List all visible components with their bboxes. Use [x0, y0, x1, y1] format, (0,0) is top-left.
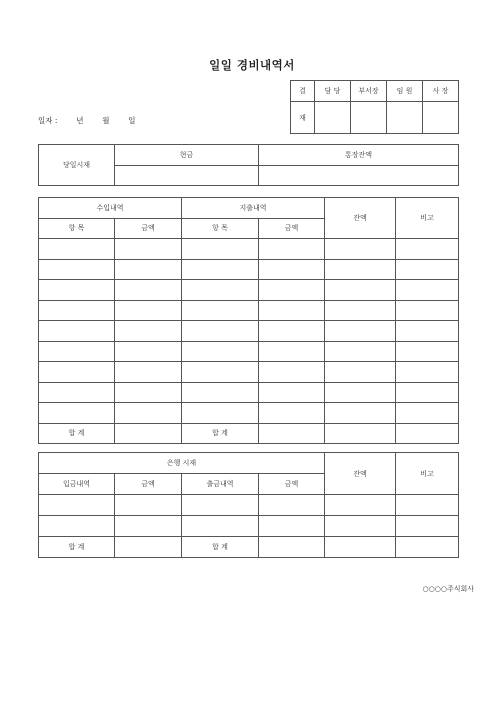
expense-total-value[interactable] [259, 423, 325, 444]
deposit-total-value[interactable] [115, 537, 182, 558]
table-cell[interactable] [115, 239, 182, 260]
table-cell[interactable] [325, 495, 396, 516]
table-cell[interactable] [115, 495, 182, 516]
table-cell[interactable] [325, 300, 396, 321]
note-header: 비고 [396, 198, 459, 239]
table-cell[interactable] [182, 321, 259, 342]
withdraw-total-label: 합 계 [182, 537, 259, 558]
table-cell[interactable] [115, 259, 182, 280]
date-day-label: 일 [128, 116, 136, 125]
bank-balance-value-cell[interactable] [259, 165, 459, 186]
table-cell[interactable] [182, 239, 259, 260]
date-year-label: 년 [76, 116, 84, 125]
table-cell[interactable] [325, 362, 396, 383]
table-cell[interactable] [396, 341, 459, 362]
table-row [39, 516, 459, 537]
table-cell[interactable] [115, 362, 182, 383]
table-row [39, 259, 459, 280]
table-cell[interactable] [396, 495, 459, 516]
table-cell[interactable] [396, 382, 459, 403]
expense-total-label: 합 계 [182, 423, 259, 444]
table-cell[interactable] [39, 259, 115, 280]
table-row [39, 382, 459, 403]
table-row [39, 362, 459, 383]
table-row [39, 300, 459, 321]
table-cell[interactable] [396, 239, 459, 260]
income-total-label: 합 계 [39, 423, 115, 444]
approval-col-manager: 담 당 [315, 81, 351, 102]
expense-header: 지출내역 [182, 198, 325, 219]
bank-balance-header: 잔액 [325, 453, 396, 495]
approval-sign-cell[interactable] [315, 102, 351, 134]
table-cell[interactable] [396, 362, 459, 383]
table-cell[interactable] [259, 259, 325, 280]
income-expense-table [38, 197, 459, 444]
bank-note-total-value[interactable] [396, 537, 459, 558]
table-cell[interactable] [115, 300, 182, 321]
approval-sign-cell[interactable] [423, 102, 459, 134]
deposit-amount-header: 금액 [115, 474, 182, 495]
table-cell[interactable] [259, 239, 325, 260]
table-cell[interactable] [182, 341, 259, 362]
bank-note-header: 비고 [396, 453, 459, 495]
table-cell[interactable] [259, 495, 325, 516]
table-cell[interactable] [396, 403, 459, 424]
table-cell[interactable] [259, 403, 325, 424]
cash-row-label: 당일시재 [39, 145, 115, 186]
income-item-header: 항 목 [39, 218, 115, 239]
deposit-total-label: 합 계 [39, 537, 115, 558]
expense-item-header: 항 목 [182, 218, 259, 239]
table-cell[interactable] [39, 362, 115, 383]
table-cell[interactable] [39, 516, 115, 537]
table-cell[interactable] [182, 259, 259, 280]
table-row [39, 495, 459, 516]
cash-col-header: 현금 [115, 145, 259, 166]
table-cell[interactable] [39, 321, 115, 342]
table-cell[interactable] [396, 300, 459, 321]
table-cell[interactable] [325, 382, 396, 403]
table-cell[interactable] [39, 382, 115, 403]
income-amount-header: 금액 [115, 218, 182, 239]
table-cell[interactable] [39, 300, 115, 321]
deposit-header: 입금내역 [39, 474, 115, 495]
date-month-label: 월 [102, 116, 110, 125]
table-row [39, 321, 459, 342]
table-row [39, 239, 459, 260]
table-cell[interactable] [39, 403, 115, 424]
table-cell[interactable] [259, 362, 325, 383]
table-cell[interactable] [325, 321, 396, 342]
approval-col-executive: 임 원 [387, 81, 423, 102]
table-cell[interactable] [39, 280, 115, 301]
table-cell[interactable] [182, 300, 259, 321]
table-cell[interactable] [115, 382, 182, 403]
table-cell[interactable] [115, 280, 182, 301]
bank-balance-total-value[interactable] [325, 537, 396, 558]
table-cell[interactable] [39, 239, 115, 260]
bank-table [38, 452, 459, 558]
table-row [39, 403, 459, 424]
table-cell[interactable] [115, 403, 182, 424]
bank-header: 은행 시재 [39, 453, 325, 474]
table-cell[interactable] [259, 516, 325, 537]
table-cell[interactable] [396, 516, 459, 537]
income-header: 수입내역 [39, 198, 182, 219]
table-row [39, 280, 459, 301]
withdraw-amount-header: 금액 [259, 474, 325, 495]
income-total-value[interactable] [115, 423, 182, 444]
date-label: 일자 : [38, 116, 58, 125]
table-cell[interactable] [182, 362, 259, 383]
table-cell[interactable] [182, 403, 259, 424]
withdraw-total-value[interactable] [259, 537, 325, 558]
balance-header: 잔액 [325, 198, 396, 239]
approval-side-label: 결 [291, 81, 315, 102]
company-name: ○○○○주식회사 [422, 585, 474, 593]
table-cell[interactable] [396, 321, 459, 342]
date-line [38, 115, 136, 126]
withdraw-header: 출금내역 [182, 474, 259, 495]
table-cell[interactable] [325, 341, 396, 362]
cash-value-cell[interactable] [115, 165, 259, 186]
table-cell[interactable] [325, 516, 396, 537]
table-cell[interactable] [115, 516, 182, 537]
table-cell[interactable] [325, 403, 396, 424]
table-cell[interactable] [396, 280, 459, 301]
balance-total-value[interactable] [325, 423, 396, 444]
table-cell[interactable] [325, 280, 396, 301]
approval-col-president: 사 장 [423, 81, 459, 102]
table-cell[interactable] [396, 259, 459, 280]
table-cell[interactable] [325, 239, 396, 260]
table-cell[interactable] [39, 341, 115, 362]
total-row [39, 537, 459, 558]
table-cell[interactable] [39, 495, 115, 516]
table-cell[interactable] [182, 495, 259, 516]
approval-sign-cell[interactable] [387, 102, 423, 134]
table-cell[interactable] [259, 300, 325, 321]
table-cell[interactable] [259, 321, 325, 342]
total-row [39, 423, 459, 444]
table-cell[interactable] [325, 259, 396, 280]
page-title: 일일 경비내역서 [209, 58, 295, 72]
table-cell[interactable] [259, 280, 325, 301]
table-row [39, 341, 459, 362]
approval-side-label: 재 [291, 102, 315, 134]
table-cell[interactable] [182, 280, 259, 301]
expense-amount-header: 금액 [259, 218, 325, 239]
cash-table [38, 144, 459, 186]
table-cell[interactable] [115, 321, 182, 342]
approval-col-dept-head: 부서장 [351, 81, 387, 102]
table-cell[interactable] [182, 516, 259, 537]
table-cell[interactable] [115, 341, 182, 362]
bank-balance-col-header: 통장잔액 [259, 145, 459, 166]
approval-table [290, 80, 459, 134]
note-total-value[interactable] [396, 423, 459, 444]
table-cell[interactable] [182, 382, 259, 403]
table-cell[interactable] [259, 341, 325, 362]
approval-sign-cell[interactable] [351, 102, 387, 134]
table-cell[interactable] [259, 382, 325, 403]
